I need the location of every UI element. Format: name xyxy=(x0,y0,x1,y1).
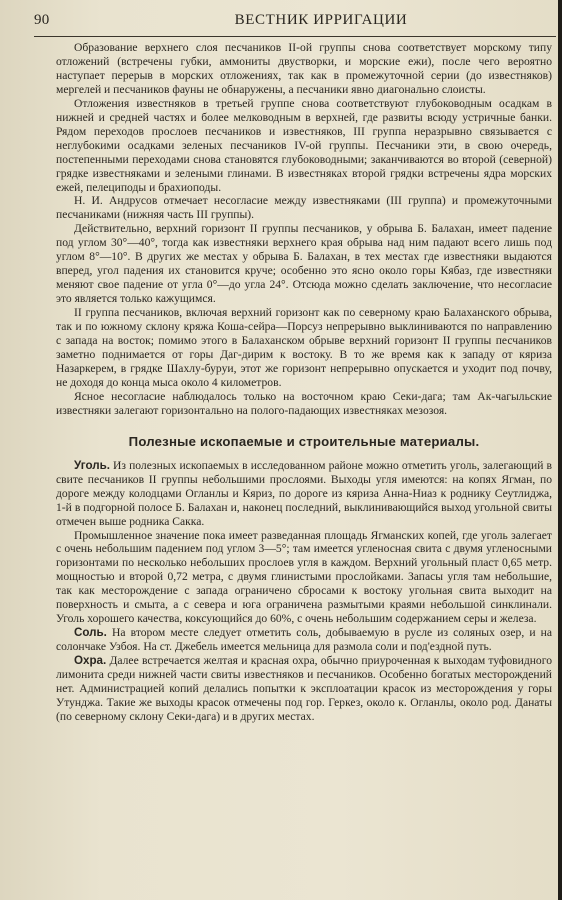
paragraph-coal xyxy=(56,459,552,529)
paragraph-limestone-third-group: Отложения известняков в третьей группе снова соответствуют глубоководным осадкам в нижней и средней частях и более мелководным в верхней, где развиты всюду устричные банки. Рядом переходов прослоев песчаников и известняков, III группа неразрывно связывается с неглубокими осадками зеленых песчаников IV-ой группы. Песчаники эти, в свою очередь, постепенными переходами снова становятся глубоководными; заканчиваются во второй (северной) грядке известняками и зелеными глинами. В известняках второй грядки встречены ядра морских ежей, пелециподы и брахиоподы. xyxy=(56,96,552,194)
section-heading: Полезные ископаемые и строительные материалы. xyxy=(128,433,480,449)
page-number: 90 xyxy=(34,12,50,28)
coal-lead: Уголь. xyxy=(74,458,110,472)
ochre-lead: Охра. xyxy=(74,654,107,668)
paragraph-upper-sandstone: Образование верхнего слоя песчаников II-ой группы снова соответствует морскому типу отложений (встречены губки, аммониты двустворки, и морские ежи), после чего вероятно наступает перерыв в морских отложениях, так как в промежуточной серии (до известняков) мергелей и песчаников фауны не обнаружены, а песчаники явно диагонально слоисты. xyxy=(56,41,552,96)
header-rule xyxy=(34,36,556,37)
paragraph-coal-deposits: Промышленное значение пока имеет разведанная площадь Ягманских копей, где уголь залегает с очень небольшим падением под углом 3—5°; там имеется угленосная свита с двумя угленосными горизонтами по несколько небольших прослоев угля в каждом. Верхний угольный пласт 0,65 метр. мощностью и второй 0,72 метра, с двумя глинистыми прослойками. Запасы угля там небольшие, так как месторождение с запада ограничено сбросами к востоку угольная свита выходит на поверхность и смыта, а с севера и юга ограничена размытыми краями небольшой синклинали. Уголь хорошего качества, коксующийся до 60%, с очень небольшим содержанием серы и железа. xyxy=(56,528,552,626)
salt-lead: Соль. xyxy=(74,626,107,640)
salt-text: На втором месте следует отметить соль, добываемую в русле из соляных озер, и на солончаке Узбоя. На ст. Джебель имеется мельница для размола соли и под'ездной путь. xyxy=(56,626,552,654)
journal-title: ВЕСТНИК ИРРИГАЦИИ xyxy=(234,12,408,28)
coal-text: Из полезных ископаемых в исследованном районе можно отметить уголь, залегающий в свите песчаников II группы небольшими прослоями. Выходы угля имеются: на копях Ягман, по дороге между колодцами Огланлы и Кяриз, по дороге из кяриза Анна-Ниаз к роднику Сеутлиджа, 1-й в подгорной полосе Б. Балахан и, наконец последний, выклинивающийся выход угольной свиты отмечен выше родника Сакка. xyxy=(56,458,552,528)
paragraph-salt xyxy=(56,626,552,654)
page-edge-shadow xyxy=(558,0,562,900)
paragraph-second-group: II группа песчаников, включая верхний горизонт как по северному краю Балаханского обрыва, так и по южному склону кряжа Коша-сейра—Порсуз непрерывно выклиниваются по направлению с запада на восток; помимо этого в Балаханском обрыве верхний горизонт II группы песчаников заметно поднимается от горы Даг-дирим к востоку. В то же время как к западу от кяриза Назаркерем, в грядке Шахлу-буруи, этот же горизонт непрерывно опускается и уходит под почву, не доходя до конца мыса около 4 километров. xyxy=(56,306,552,389)
ochre-text: Далее встречается желтая и красная охра, обычно приуроченная к выходам туфовидного лимонита среди нижней части свиты известняков и песчаников. Особенно богатых месторождений нет. Администрацией копий делались попытки к эксплоатации красок из месторождения у горы Утунджа. Такие же выходы красок отмечены под гор. Геркез, около к. Огланлы, около род. Данаты (по северному склону Секи-дага) и в других местах. xyxy=(56,654,552,723)
paragraph-andrusov: Н. И. Андрусов отмечает несогласие между известняками (III группа) и промежуточными песчаниками (нижняя часть III группы). xyxy=(56,194,552,222)
paragraph-balakhan-dip: Действительно, верхний горизонт II группы песчаников, у обрыва Б. Балахан, имеет падение под углом 30°—40°, тогда как известняки верхнего края обрыва над ним падают всего лишь под углом 8°—10°. В других же местах у обрыва Б. Балахан, в тех местах где известняки выдаются вперед, угол падения их становится круче; особенно это ясно около горы Кябаз, где известняки меняют свое падение от угла 0°—до угла 24°. Отсюда можно сделать заключение, что несогласие это является только кажущимся. xyxy=(56,222,552,306)
paragraph-ochre xyxy=(56,654,552,724)
paragraph-unconformity: Ясное несогласие наблюдалось только на восточном краю Секи-дага; там Ак-чагыльские известняки залегают горизонтально на полого-падающих известняках мезозоя. xyxy=(56,389,552,417)
page-header xyxy=(34,12,552,36)
